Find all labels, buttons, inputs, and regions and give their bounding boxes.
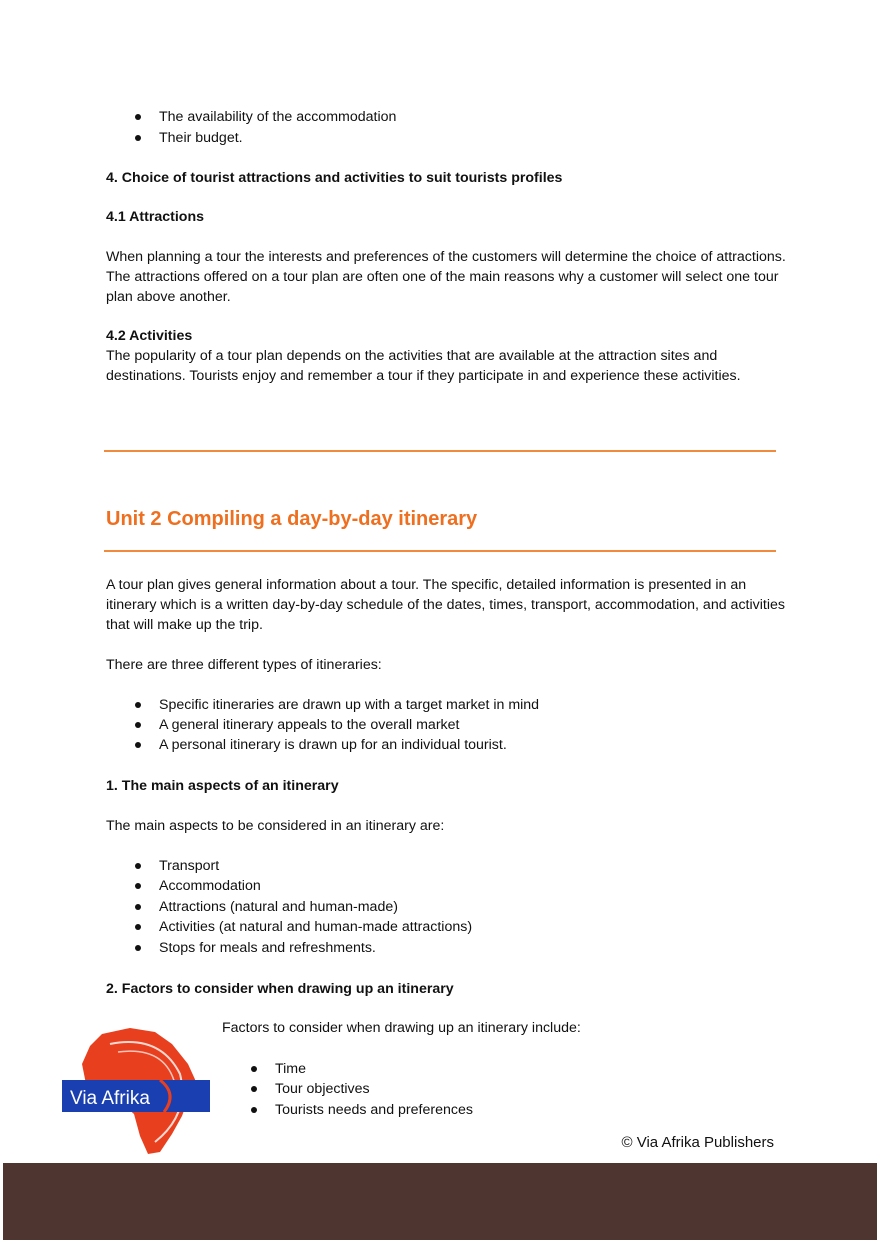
- list-item: [159, 876, 261, 896]
- bullet-icon: [135, 904, 141, 910]
- list-item-text: Specific itineraries are drawn up with a target market in mind: [159, 697, 540, 713]
- divider: [104, 550, 776, 552]
- list-item-text: The availability of the accommodation: [159, 109, 397, 125]
- list-item: [275, 1100, 473, 1120]
- list-item-text: Time: [275, 1061, 307, 1077]
- section-heading: 2. Factors to consider when drawing up an itinerary: [106, 981, 454, 997]
- list-item-text: Tourists needs and preferences: [275, 1102, 473, 1118]
- logo-text: Via Afrika: [70, 1088, 150, 1109]
- paragraph: There are three different types of itineraries:: [106, 657, 382, 673]
- list-item: [159, 715, 459, 735]
- section-heading: 1. The main aspects of an itinerary: [106, 778, 339, 794]
- bullet-icon: [135, 945, 141, 951]
- paragraph: When planning a tour the interests and preferences of the customers will determine the choice of attractions. The attractions offered on a tour plan are often one of the main reasons why a customer will select one tour plan above another.: [106, 249, 786, 305]
- unit-heading: Unit 2 Compiling a day-by-day itinerary: [106, 508, 478, 530]
- list-item: [275, 1059, 306, 1079]
- bullet-icon: [135, 863, 141, 869]
- list-item-text: A personal itinerary is drawn up for an individual tourist.: [159, 737, 507, 753]
- list-item-text: A general itinerary appeals to the overall market: [159, 717, 460, 733]
- bullet-icon: [135, 883, 141, 889]
- list-item: [159, 938, 376, 958]
- paragraph: The main aspects to be considered in an itinerary are:: [106, 818, 445, 834]
- bullet-icon: [135, 702, 141, 708]
- list-item: [159, 695, 539, 715]
- bullet-icon: [251, 1107, 257, 1113]
- section-heading: 4.2 Activities: [106, 328, 193, 344]
- bullet-icon: [135, 742, 141, 748]
- bullet-icon: [135, 135, 141, 141]
- list-item: [159, 107, 396, 127]
- section-heading: 4.1 Attractions: [106, 209, 205, 225]
- list-item-text: Transport: [159, 858, 220, 874]
- bullet-icon: [135, 722, 141, 728]
- list-item: [159, 897, 398, 917]
- list-item-text: Accommodation: [159, 878, 261, 894]
- paragraph: The popularity of a tour plan depends on the activities that are available at the attraction sites and destinations. Tourists enjoy and remember a tour if they participate in and experience these activities.: [106, 348, 741, 384]
- paragraph: Factors to consider when drawing up an itinerary include:: [222, 1020, 581, 1036]
- bullet-icon: [135, 924, 141, 930]
- list-item: [159, 917, 472, 937]
- list-item: [159, 735, 507, 755]
- list-item-text: Tour objectives: [275, 1081, 370, 1097]
- paragraph: A tour plan gives general information about a tour. The specific, detailed information is presented in an itinerary which is a written day-by-day schedule of the dates, times, transport, accommodation, and activities that will make up the trip.: [106, 577, 785, 633]
- list-item: [159, 856, 219, 876]
- footer-bar: [3, 1163, 877, 1240]
- section-heading: 4. Choice of tourist attractions and activities to suit tourists profiles: [106, 170, 563, 186]
- via-afrika-logo: [60, 1024, 212, 1158]
- bullet-icon: [251, 1086, 257, 1092]
- list-item-text: Their budget.: [159, 130, 243, 146]
- list-item-text: Stops for meals and refreshments.: [159, 940, 376, 956]
- bullet-icon: [251, 1066, 257, 1072]
- list-item: [159, 128, 243, 148]
- list-item: [275, 1079, 370, 1099]
- list-item-text: Activities (at natural and human-made attractions): [159, 919, 473, 935]
- list-item-text: Attractions (natural and human-made): [159, 899, 398, 915]
- copyright: © Via Afrika Publishers: [621, 1134, 774, 1151]
- bullet-icon: [135, 114, 141, 120]
- divider: [104, 450, 776, 452]
